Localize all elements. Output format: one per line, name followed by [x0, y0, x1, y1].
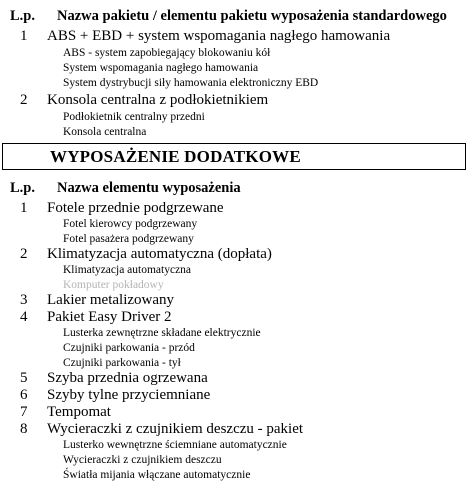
additional-equipment-title-box	[2, 143, 466, 170]
item-sub-element: ABS - system zapobiegający blokowaniu kół	[63, 47, 271, 59]
column-lp-label: L.p.	[10, 180, 35, 196]
item-title: Pakiet Easy Driver 2	[47, 309, 172, 325]
item-title: Lakier metalizowany	[47, 292, 175, 308]
item-number: 3	[20, 292, 28, 308]
item-sub-element: Wycieraczki z czujnikiem deszczu	[63, 454, 222, 466]
item-sub-element-disabled: Komputer pokładowy	[63, 279, 164, 291]
item-number: 8	[20, 421, 28, 437]
column-lp-label: L.p.	[10, 8, 35, 24]
item-number: 2	[20, 246, 28, 262]
item-title: Tempomat	[47, 404, 111, 420]
item-sub-element: Fotel pasażera podgrzewany	[63, 233, 194, 245]
item-title: Szyby tylne przyciemniane	[47, 387, 211, 403]
item-sub-element: Lusterko wewnętrzne ściemniane automatycznie	[63, 439, 287, 451]
item-sub-element: Fotel kierowcy podgrzewany	[63, 218, 198, 230]
item-title: Konsola centralna z podłokietnikiem	[47, 92, 269, 108]
item-sub-element: System dystrybucji siły hamowania elektroniczny EBD	[63, 77, 319, 89]
item-title: Wycieraczki z czujnikiem deszczu - pakiet	[47, 421, 304, 437]
item-number: 1	[20, 200, 28, 216]
column-name-label: Nazwa pakietu / elementu pakietu wyposażenia standardowego	[57, 8, 447, 24]
item-number: 7	[20, 404, 28, 420]
item-sub-element: Światła mijania włączane automatycznie	[63, 469, 251, 481]
item-sub-element: Czujniki parkowania - tył	[63, 357, 181, 369]
item-sub-element: Czujniki parkowania - przód	[63, 342, 195, 354]
item-number: 6	[20, 387, 28, 403]
item-title: ABS + EBD + system wspomagania nagłego hamowania	[47, 28, 391, 44]
column-name-label: Nazwa elementu wyposażenia	[57, 180, 241, 196]
item-sub-element: Podłokietnik centralny przedni	[63, 111, 205, 123]
item-title: Szyba przednia ogrzewana	[47, 370, 208, 386]
item-number: 4	[20, 309, 28, 325]
item-number: 2	[20, 92, 28, 108]
item-number: 1	[20, 28, 28, 44]
item-title: Fotele przednie podgrzewane	[47, 200, 224, 216]
item-sub-element: System wspomagania nagłego hamowania	[63, 62, 259, 74]
section-title: WYPOSAŻENIE DODATKOWE	[50, 147, 301, 166]
item-title: Klimatyzacja automatyczna (dopłata)	[47, 246, 272, 262]
item-sub-element: Klimatyzacja automatyczna	[63, 264, 192, 276]
item-number: 5	[20, 370, 28, 386]
item-sub-element: Lusterka zewnętrzne składane elektrycznie	[63, 327, 261, 339]
item-sub-element: Konsola centralna	[63, 126, 147, 138]
